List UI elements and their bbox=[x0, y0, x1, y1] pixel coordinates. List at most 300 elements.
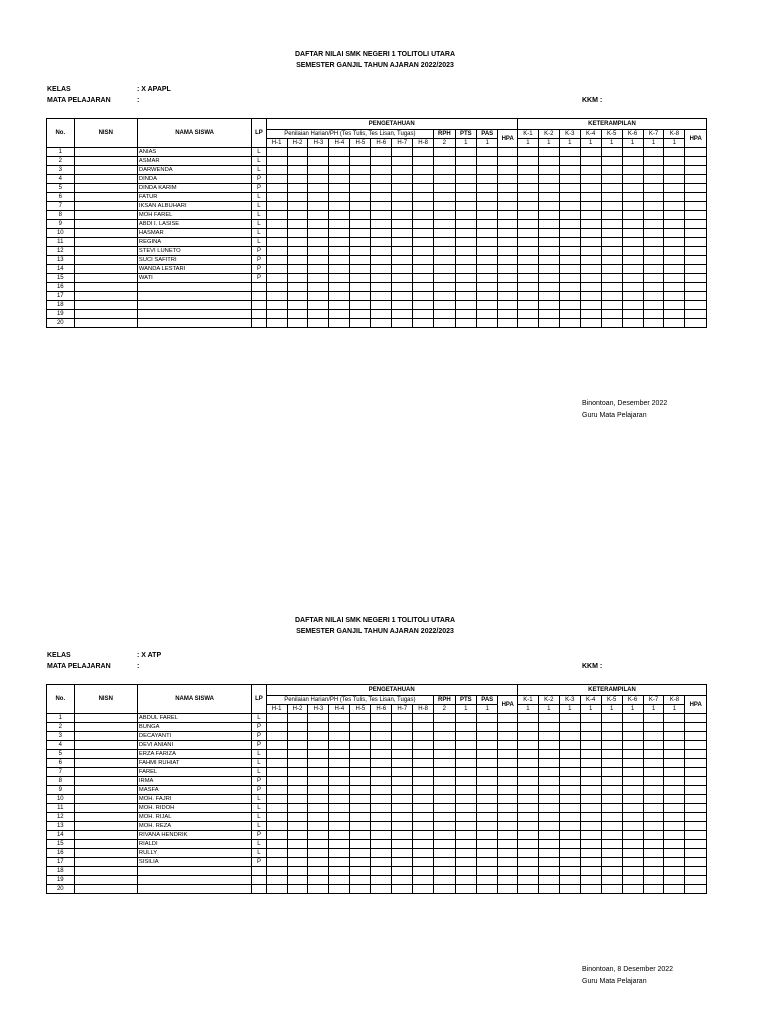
grade-cell[interactable] bbox=[329, 858, 350, 867]
grade-cell[interactable] bbox=[517, 741, 538, 750]
grade-cell[interactable] bbox=[498, 822, 517, 831]
grade-cell[interactable] bbox=[455, 777, 476, 786]
grade-cell[interactable] bbox=[580, 274, 601, 283]
grade-cell[interactable] bbox=[287, 310, 308, 319]
grade-cell[interactable] bbox=[643, 238, 664, 247]
grade-cell[interactable] bbox=[498, 319, 517, 328]
grade-cell[interactable] bbox=[350, 193, 371, 202]
grade-cell[interactable] bbox=[538, 876, 559, 885]
grade-cell[interactable] bbox=[266, 768, 287, 777]
grade-cell[interactable] bbox=[538, 741, 559, 750]
grade-cell[interactable] bbox=[329, 184, 350, 193]
grade-cell[interactable] bbox=[413, 723, 434, 732]
grade-cell[interactable] bbox=[643, 858, 664, 867]
grade-cell[interactable] bbox=[329, 867, 350, 876]
grade-cell[interactable] bbox=[685, 750, 707, 759]
grade-cell[interactable] bbox=[308, 274, 329, 283]
grade-cell[interactable] bbox=[329, 175, 350, 184]
grade-cell[interactable] bbox=[308, 759, 329, 768]
grade-cell[interactable] bbox=[413, 274, 434, 283]
grade-cell[interactable] bbox=[601, 831, 622, 840]
grade-cell[interactable] bbox=[517, 804, 538, 813]
grade-cell[interactable] bbox=[538, 786, 559, 795]
grade-cell[interactable] bbox=[559, 723, 580, 732]
grade-cell[interactable] bbox=[622, 714, 643, 723]
grade-cell[interactable] bbox=[413, 822, 434, 831]
grade-cell[interactable] bbox=[350, 157, 371, 166]
grade-cell[interactable] bbox=[329, 283, 350, 292]
student-nisn-cell[interactable] bbox=[74, 858, 137, 867]
grade-cell[interactable] bbox=[371, 220, 392, 229]
grade-cell[interactable] bbox=[685, 229, 707, 238]
grade-cell[interactable] bbox=[287, 202, 308, 211]
grade-cell[interactable] bbox=[455, 175, 476, 184]
grade-cell[interactable] bbox=[643, 777, 664, 786]
grade-cell[interactable] bbox=[643, 840, 664, 849]
grade-cell[interactable] bbox=[392, 741, 413, 750]
grade-cell[interactable] bbox=[498, 732, 517, 741]
grade-cell[interactable] bbox=[601, 876, 622, 885]
grade-cell[interactable] bbox=[664, 813, 685, 822]
grade-cell[interactable] bbox=[266, 876, 287, 885]
grade-cell[interactable] bbox=[580, 831, 601, 840]
grade-cell[interactable] bbox=[517, 849, 538, 858]
grade-cell[interactable] bbox=[622, 166, 643, 175]
grade-cell[interactable] bbox=[643, 229, 664, 238]
student-nisn-cell[interactable] bbox=[74, 211, 137, 220]
grade-cell[interactable] bbox=[371, 831, 392, 840]
grade-cell[interactable] bbox=[371, 867, 392, 876]
grade-cell[interactable] bbox=[329, 148, 350, 157]
grade-cell[interactable] bbox=[538, 184, 559, 193]
grade-cell[interactable] bbox=[392, 795, 413, 804]
grade-cell[interactable] bbox=[350, 876, 371, 885]
grade-cell[interactable] bbox=[329, 301, 350, 310]
grade-cell[interactable] bbox=[685, 786, 707, 795]
grade-cell[interactable] bbox=[477, 148, 498, 157]
grade-cell[interactable] bbox=[287, 283, 308, 292]
grade-cell[interactable] bbox=[371, 229, 392, 238]
grade-cell[interactable] bbox=[685, 795, 707, 804]
grade-cell[interactable] bbox=[664, 804, 685, 813]
grade-cell[interactable] bbox=[643, 741, 664, 750]
grade-cell[interactable] bbox=[517, 768, 538, 777]
grade-cell[interactable] bbox=[434, 211, 455, 220]
grade-cell[interactable] bbox=[350, 274, 371, 283]
grade-cell[interactable] bbox=[329, 849, 350, 858]
grade-cell[interactable] bbox=[287, 301, 308, 310]
grade-cell[interactable] bbox=[287, 723, 308, 732]
grade-cell[interactable] bbox=[455, 238, 476, 247]
grade-cell[interactable] bbox=[664, 795, 685, 804]
grade-cell[interactable] bbox=[559, 238, 580, 247]
student-nisn-cell[interactable] bbox=[74, 292, 137, 301]
grade-cell[interactable] bbox=[371, 714, 392, 723]
grade-cell[interactable] bbox=[498, 768, 517, 777]
grade-cell[interactable] bbox=[498, 184, 517, 193]
grade-cell[interactable] bbox=[538, 301, 559, 310]
grade-cell[interactable] bbox=[266, 750, 287, 759]
grade-cell[interactable] bbox=[350, 301, 371, 310]
grade-cell[interactable] bbox=[622, 193, 643, 202]
grade-cell[interactable] bbox=[477, 184, 498, 193]
grade-cell[interactable] bbox=[287, 175, 308, 184]
grade-cell[interactable] bbox=[559, 822, 580, 831]
grade-cell[interactable] bbox=[392, 822, 413, 831]
grade-cell[interactable] bbox=[413, 229, 434, 238]
grade-cell[interactable] bbox=[329, 813, 350, 822]
grade-cell[interactable] bbox=[266, 292, 287, 301]
grade-cell[interactable] bbox=[350, 777, 371, 786]
grade-cell[interactable] bbox=[287, 229, 308, 238]
grade-cell[interactable] bbox=[538, 732, 559, 741]
grade-cell[interactable] bbox=[308, 256, 329, 265]
grade-cell[interactable] bbox=[350, 885, 371, 894]
grade-cell[interactable] bbox=[266, 310, 287, 319]
grade-cell[interactable] bbox=[580, 840, 601, 849]
grade-cell[interactable] bbox=[685, 148, 707, 157]
grade-cell[interactable] bbox=[287, 193, 308, 202]
grade-cell[interactable] bbox=[601, 849, 622, 858]
grade-cell[interactable] bbox=[664, 184, 685, 193]
grade-cell[interactable] bbox=[329, 202, 350, 211]
grade-cell[interactable] bbox=[559, 732, 580, 741]
grade-cell[interactable] bbox=[622, 301, 643, 310]
student-nisn-cell[interactable] bbox=[74, 876, 137, 885]
grade-cell[interactable] bbox=[580, 310, 601, 319]
grade-cell[interactable] bbox=[434, 723, 455, 732]
grade-cell[interactable] bbox=[350, 714, 371, 723]
grade-cell[interactable] bbox=[580, 795, 601, 804]
grade-cell[interactable] bbox=[434, 265, 455, 274]
grade-cell[interactable] bbox=[498, 804, 517, 813]
grade-cell[interactable] bbox=[287, 876, 308, 885]
grade-cell[interactable] bbox=[266, 723, 287, 732]
grade-cell[interactable] bbox=[392, 292, 413, 301]
grade-cell[interactable] bbox=[350, 292, 371, 301]
grade-cell[interactable] bbox=[517, 867, 538, 876]
grade-cell[interactable] bbox=[622, 786, 643, 795]
grade-cell[interactable] bbox=[266, 274, 287, 283]
grade-cell[interactable] bbox=[287, 831, 308, 840]
grade-cell[interactable] bbox=[643, 723, 664, 732]
grade-cell[interactable] bbox=[664, 238, 685, 247]
grade-cell[interactable] bbox=[643, 211, 664, 220]
grade-cell[interactable] bbox=[371, 274, 392, 283]
grade-cell[interactable] bbox=[685, 840, 707, 849]
grade-cell[interactable] bbox=[685, 256, 707, 265]
grade-cell[interactable] bbox=[434, 238, 455, 247]
grade-cell[interactable] bbox=[622, 319, 643, 328]
grade-cell[interactable] bbox=[392, 768, 413, 777]
grade-cell[interactable] bbox=[392, 319, 413, 328]
grade-cell[interactable] bbox=[434, 822, 455, 831]
grade-cell[interactable] bbox=[308, 184, 329, 193]
grade-cell[interactable] bbox=[538, 202, 559, 211]
grade-cell[interactable] bbox=[622, 885, 643, 894]
grade-cell[interactable] bbox=[477, 714, 498, 723]
grade-cell[interactable] bbox=[266, 247, 287, 256]
grade-cell[interactable] bbox=[329, 265, 350, 274]
grade-cell[interactable] bbox=[580, 148, 601, 157]
grade-cell[interactable] bbox=[622, 211, 643, 220]
grade-cell[interactable] bbox=[350, 256, 371, 265]
grade-cell[interactable] bbox=[685, 238, 707, 247]
grade-cell[interactable] bbox=[371, 292, 392, 301]
grade-cell[interactable] bbox=[601, 175, 622, 184]
grade-cell[interactable] bbox=[643, 220, 664, 229]
grade-cell[interactable] bbox=[413, 301, 434, 310]
grade-cell[interactable] bbox=[601, 795, 622, 804]
grade-cell[interactable] bbox=[622, 768, 643, 777]
student-nisn-cell[interactable] bbox=[74, 786, 137, 795]
grade-cell[interactable] bbox=[643, 714, 664, 723]
grade-cell[interactable] bbox=[413, 795, 434, 804]
grade-cell[interactable] bbox=[329, 750, 350, 759]
grade-cell[interactable] bbox=[580, 157, 601, 166]
grade-cell[interactable] bbox=[371, 876, 392, 885]
grade-cell[interactable] bbox=[559, 714, 580, 723]
grade-cell[interactable] bbox=[498, 247, 517, 256]
grade-cell[interactable] bbox=[477, 786, 498, 795]
grade-cell[interactable] bbox=[266, 885, 287, 894]
grade-cell[interactable] bbox=[517, 274, 538, 283]
grade-cell[interactable] bbox=[455, 229, 476, 238]
grade-cell[interactable] bbox=[308, 310, 329, 319]
grade-cell[interactable] bbox=[538, 256, 559, 265]
grade-cell[interactable] bbox=[287, 795, 308, 804]
grade-cell[interactable] bbox=[350, 867, 371, 876]
grade-cell[interactable] bbox=[434, 274, 455, 283]
grade-cell[interactable] bbox=[287, 867, 308, 876]
grade-cell[interactable] bbox=[308, 750, 329, 759]
grade-cell[interactable] bbox=[559, 768, 580, 777]
grade-cell[interactable] bbox=[601, 840, 622, 849]
grade-cell[interactable] bbox=[580, 247, 601, 256]
grade-cell[interactable] bbox=[498, 786, 517, 795]
grade-cell[interactable] bbox=[413, 265, 434, 274]
grade-cell[interactable] bbox=[392, 310, 413, 319]
grade-cell[interactable] bbox=[580, 175, 601, 184]
grade-cell[interactable] bbox=[329, 292, 350, 301]
grade-cell[interactable] bbox=[477, 265, 498, 274]
grade-cell[interactable] bbox=[371, 211, 392, 220]
grade-cell[interactable] bbox=[685, 211, 707, 220]
grade-cell[interactable] bbox=[664, 310, 685, 319]
grade-cell[interactable] bbox=[287, 319, 308, 328]
grade-cell[interactable] bbox=[517, 822, 538, 831]
grade-cell[interactable] bbox=[287, 274, 308, 283]
grade-cell[interactable] bbox=[308, 166, 329, 175]
grade-cell[interactable] bbox=[580, 849, 601, 858]
grade-cell[interactable] bbox=[664, 741, 685, 750]
grade-cell[interactable] bbox=[664, 157, 685, 166]
grade-cell[interactable] bbox=[498, 849, 517, 858]
grade-cell[interactable] bbox=[434, 301, 455, 310]
grade-cell[interactable] bbox=[622, 256, 643, 265]
grade-cell[interactable] bbox=[622, 157, 643, 166]
grade-cell[interactable] bbox=[329, 238, 350, 247]
grade-cell[interactable] bbox=[538, 768, 559, 777]
grade-cell[interactable] bbox=[664, 768, 685, 777]
grade-cell[interactable] bbox=[266, 795, 287, 804]
grade-cell[interactable] bbox=[392, 148, 413, 157]
grade-cell[interactable] bbox=[413, 166, 434, 175]
grade-cell[interactable] bbox=[559, 202, 580, 211]
grade-cell[interactable] bbox=[477, 274, 498, 283]
grade-cell[interactable] bbox=[455, 714, 476, 723]
grade-cell[interactable] bbox=[266, 256, 287, 265]
grade-cell[interactable] bbox=[392, 849, 413, 858]
grade-cell[interactable] bbox=[622, 175, 643, 184]
grade-cell[interactable] bbox=[392, 247, 413, 256]
grade-cell[interactable] bbox=[413, 220, 434, 229]
grade-cell[interactable] bbox=[580, 822, 601, 831]
grade-cell[interactable] bbox=[601, 310, 622, 319]
grade-cell[interactable] bbox=[413, 885, 434, 894]
grade-cell[interactable] bbox=[498, 723, 517, 732]
grade-cell[interactable] bbox=[477, 795, 498, 804]
grade-cell[interactable] bbox=[622, 148, 643, 157]
grade-cell[interactable] bbox=[350, 768, 371, 777]
grade-cell[interactable] bbox=[664, 714, 685, 723]
grade-cell[interactable] bbox=[392, 885, 413, 894]
grade-cell[interactable] bbox=[643, 157, 664, 166]
grade-cell[interactable] bbox=[601, 813, 622, 822]
grade-cell[interactable] bbox=[329, 732, 350, 741]
grade-cell[interactable] bbox=[601, 759, 622, 768]
grade-cell[interactable] bbox=[559, 157, 580, 166]
grade-cell[interactable] bbox=[477, 732, 498, 741]
grade-cell[interactable] bbox=[308, 795, 329, 804]
grade-cell[interactable] bbox=[517, 831, 538, 840]
grade-cell[interactable] bbox=[538, 229, 559, 238]
grade-cell[interactable] bbox=[350, 822, 371, 831]
grade-cell[interactable] bbox=[371, 813, 392, 822]
grade-cell[interactable] bbox=[643, 813, 664, 822]
grade-cell[interactable] bbox=[371, 759, 392, 768]
grade-cell[interactable] bbox=[266, 741, 287, 750]
grade-cell[interactable] bbox=[580, 292, 601, 301]
grade-cell[interactable] bbox=[601, 274, 622, 283]
grade-cell[interactable] bbox=[498, 831, 517, 840]
grade-cell[interactable] bbox=[266, 759, 287, 768]
grade-cell[interactable] bbox=[413, 148, 434, 157]
grade-cell[interactable] bbox=[517, 229, 538, 238]
grade-cell[interactable] bbox=[538, 840, 559, 849]
grade-cell[interactable] bbox=[580, 166, 601, 175]
grade-cell[interactable] bbox=[643, 795, 664, 804]
grade-cell[interactable] bbox=[498, 229, 517, 238]
grade-cell[interactable] bbox=[498, 238, 517, 247]
grade-cell[interactable] bbox=[601, 804, 622, 813]
grade-cell[interactable] bbox=[643, 876, 664, 885]
grade-cell[interactable] bbox=[664, 175, 685, 184]
grade-cell[interactable] bbox=[308, 723, 329, 732]
grade-cell[interactable] bbox=[622, 723, 643, 732]
grade-cell[interactable] bbox=[434, 310, 455, 319]
grade-cell[interactable] bbox=[434, 732, 455, 741]
grade-cell[interactable] bbox=[308, 157, 329, 166]
grade-cell[interactable] bbox=[350, 750, 371, 759]
grade-cell[interactable] bbox=[413, 768, 434, 777]
grade-cell[interactable] bbox=[517, 310, 538, 319]
grade-cell[interactable] bbox=[685, 292, 707, 301]
grade-cell[interactable] bbox=[622, 238, 643, 247]
grade-cell[interactable] bbox=[371, 741, 392, 750]
grade-cell[interactable] bbox=[601, 166, 622, 175]
student-nisn-cell[interactable] bbox=[74, 741, 137, 750]
grade-cell[interactable] bbox=[477, 804, 498, 813]
grade-cell[interactable] bbox=[498, 265, 517, 274]
grade-cell[interactable] bbox=[477, 885, 498, 894]
grade-cell[interactable] bbox=[538, 247, 559, 256]
grade-cell[interactable] bbox=[498, 777, 517, 786]
grade-cell[interactable] bbox=[434, 876, 455, 885]
grade-cell[interactable] bbox=[434, 750, 455, 759]
grade-cell[interactable] bbox=[392, 157, 413, 166]
grade-cell[interactable] bbox=[643, 283, 664, 292]
grade-cell[interactable] bbox=[308, 777, 329, 786]
student-nisn-cell[interactable] bbox=[74, 723, 137, 732]
grade-cell[interactable] bbox=[559, 283, 580, 292]
grade-cell[interactable] bbox=[517, 858, 538, 867]
grade-cell[interactable] bbox=[685, 759, 707, 768]
grade-cell[interactable] bbox=[329, 274, 350, 283]
grade-cell[interactable] bbox=[477, 202, 498, 211]
grade-cell[interactable] bbox=[622, 759, 643, 768]
grade-cell[interactable] bbox=[517, 220, 538, 229]
grade-cell[interactable] bbox=[266, 166, 287, 175]
grade-cell[interactable] bbox=[517, 157, 538, 166]
grade-cell[interactable] bbox=[477, 723, 498, 732]
grade-cell[interactable] bbox=[455, 292, 476, 301]
grade-cell[interactable] bbox=[392, 831, 413, 840]
grade-cell[interactable] bbox=[413, 786, 434, 795]
grade-cell[interactable] bbox=[559, 175, 580, 184]
grade-cell[interactable] bbox=[413, 849, 434, 858]
grade-cell[interactable] bbox=[434, 319, 455, 328]
grade-cell[interactable] bbox=[601, 301, 622, 310]
grade-cell[interactable] bbox=[477, 211, 498, 220]
grade-cell[interactable] bbox=[559, 292, 580, 301]
grade-cell[interactable] bbox=[371, 238, 392, 247]
grade-cell[interactable] bbox=[517, 840, 538, 849]
grade-cell[interactable] bbox=[350, 229, 371, 238]
grade-cell[interactable] bbox=[392, 301, 413, 310]
student-nisn-cell[interactable] bbox=[74, 175, 137, 184]
student-nisn-cell[interactable] bbox=[74, 831, 137, 840]
grade-cell[interactable] bbox=[455, 274, 476, 283]
grade-cell[interactable] bbox=[329, 786, 350, 795]
grade-cell[interactable] bbox=[664, 166, 685, 175]
grade-cell[interactable] bbox=[580, 184, 601, 193]
grade-cell[interactable] bbox=[413, 256, 434, 265]
grade-cell[interactable] bbox=[287, 247, 308, 256]
grade-cell[interactable] bbox=[434, 292, 455, 301]
grade-cell[interactable] bbox=[538, 849, 559, 858]
grade-cell[interactable] bbox=[538, 813, 559, 822]
grade-cell[interactable] bbox=[538, 265, 559, 274]
grade-cell[interactable] bbox=[266, 148, 287, 157]
grade-cell[interactable] bbox=[601, 885, 622, 894]
grade-cell[interactable] bbox=[434, 777, 455, 786]
grade-cell[interactable] bbox=[685, 202, 707, 211]
grade-cell[interactable] bbox=[434, 741, 455, 750]
grade-cell[interactable] bbox=[664, 301, 685, 310]
grade-cell[interactable] bbox=[308, 831, 329, 840]
grade-cell[interactable] bbox=[455, 849, 476, 858]
